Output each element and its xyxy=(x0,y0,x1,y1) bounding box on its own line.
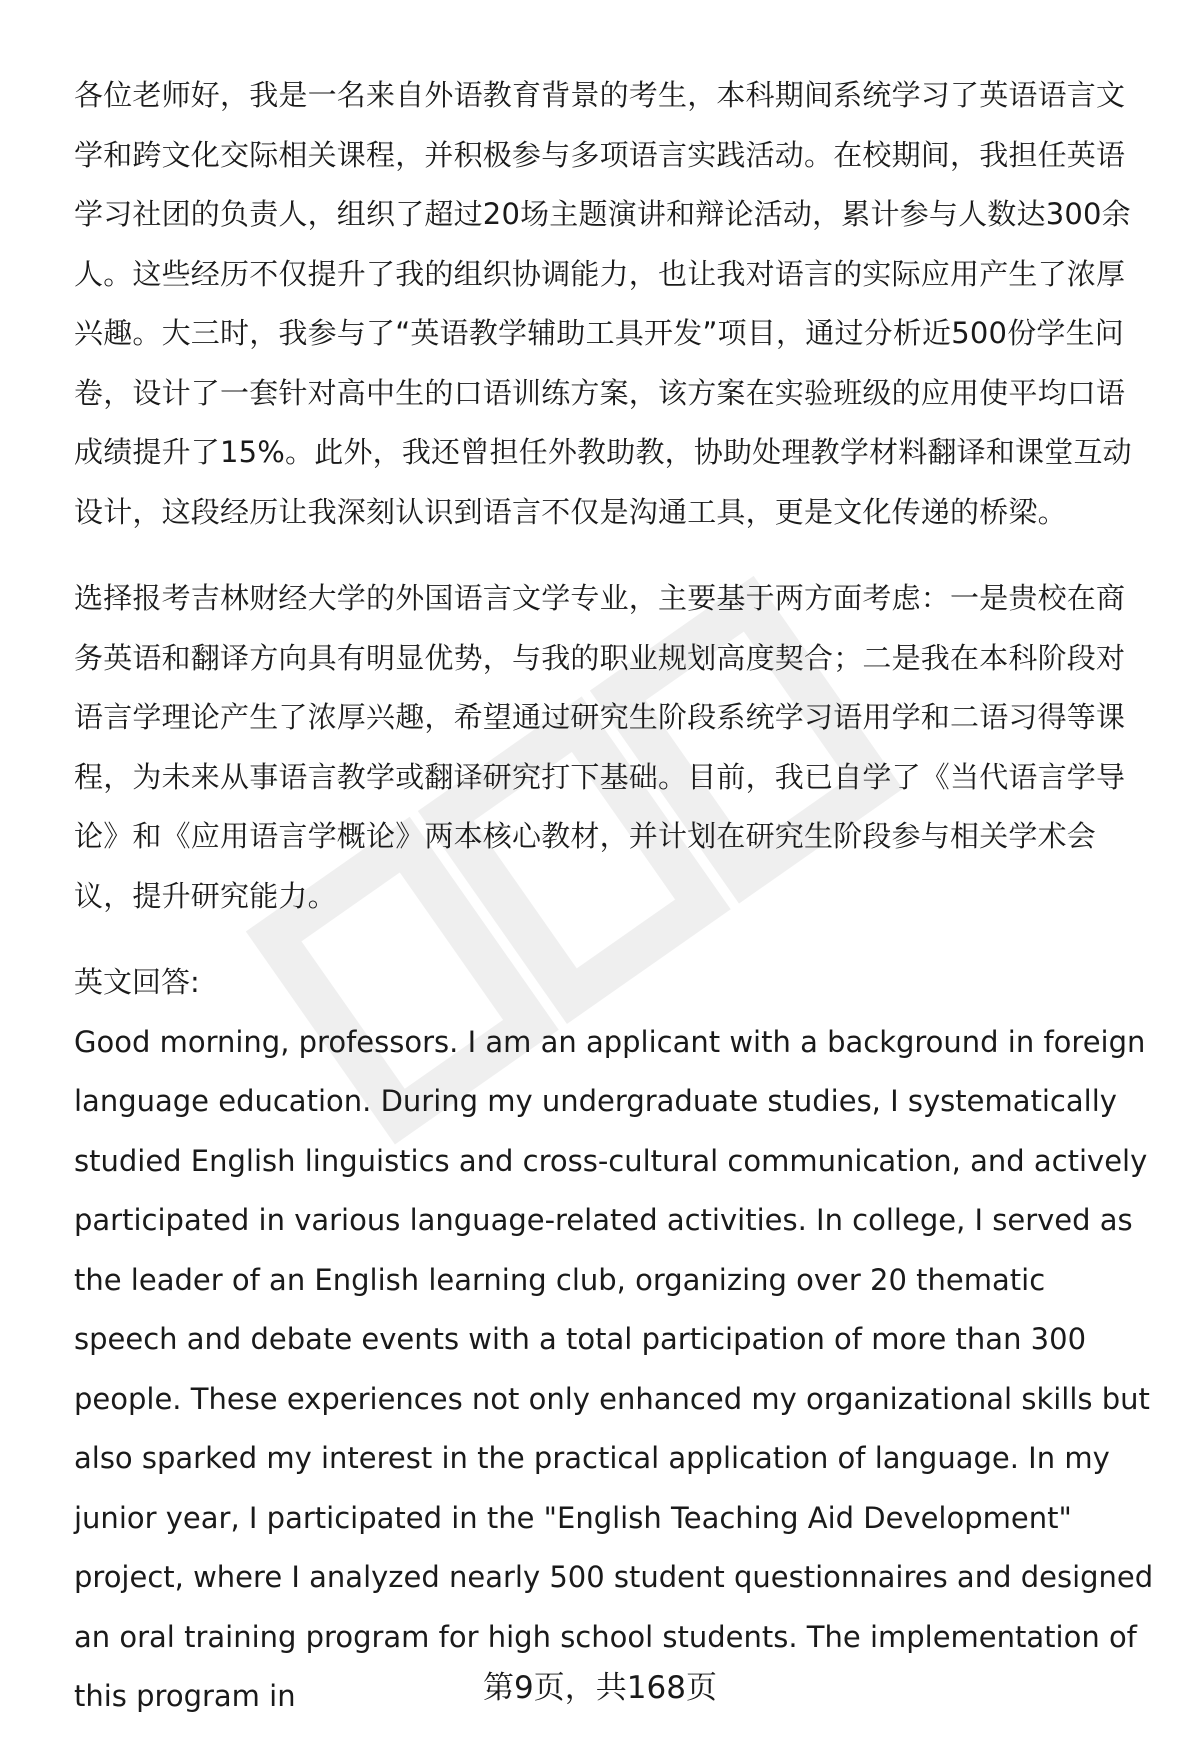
page-number: 第9页，共168页 xyxy=(483,1670,717,1706)
english-answer-label: 英文回答: xyxy=(74,965,200,999)
document-body xyxy=(74,66,1154,1727)
paragraph-intro-cn: 各位老师好，我是一名来自外语教育背景的考生，本科期间系统学习了英语语言文学和跨文化交际相关课程，并积极参与多项语言实践活动。在校期间，我担任英语学习社团的负责人，组织了超过20场主题演讲和辩论活动，累计参与人数达300余人。这些经历不仅提升了我的组织协调能力，也让我对语言的实际应用产生了浓厚兴趣。大三时，我参与了“英语教学辅助工具开发”项目，通过分析近500份学生问卷，设计了一套针对高中生的口语训练方案，该方案在实验班级的应用使平均口语成绩提升了15%。此外，我还曾担任外教助教，协助处理教学材料翻译和课堂互动设计，这段经历让我深刻认识到语言不仅是沟通工具，更是文化传递的桥梁。 xyxy=(74,78,1132,529)
paragraph-reason-cn: 选择报考吉林财经大学的外国语言文学专业，主要基于两方面考虑：一是贵校在商务英语和翻译方向具有明显优势，与我的职业规划高度契合；二是我在本科阶段对语言学理论产生了浓厚兴趣，希望通过研究生阶段系统学习语用学和二语习得等课程，为未来从事语言教学或翻译研究打下基础。目前，我已自学了《当代语言学导论》和《应用语言学概论》两本核心教材，并计划在研究生阶段参与相关学术会议，提升研究能力。 xyxy=(74,581,1126,913)
paragraph-intro-en: Good morning, professors. I am an applicant with a background in foreign language education. During my undergraduate studies, I systematically studied English linguistics and cross-cultural communication, and actively participated in various language-related activities. In college, I served as the leader of an English learning club, organizing over 20 thematic speech and debate events with a total participation of more than 300 people. These experiences not only enhanced my organizational skills but also sparked my interest in the practical application of language. In my junior year, I participated in the "English Teaching Aid Development" project, where I analyzed nearly 500 student questionnaires and designed an oral training program for high school students. The implementation of this program in xyxy=(74,1024,1154,1713)
